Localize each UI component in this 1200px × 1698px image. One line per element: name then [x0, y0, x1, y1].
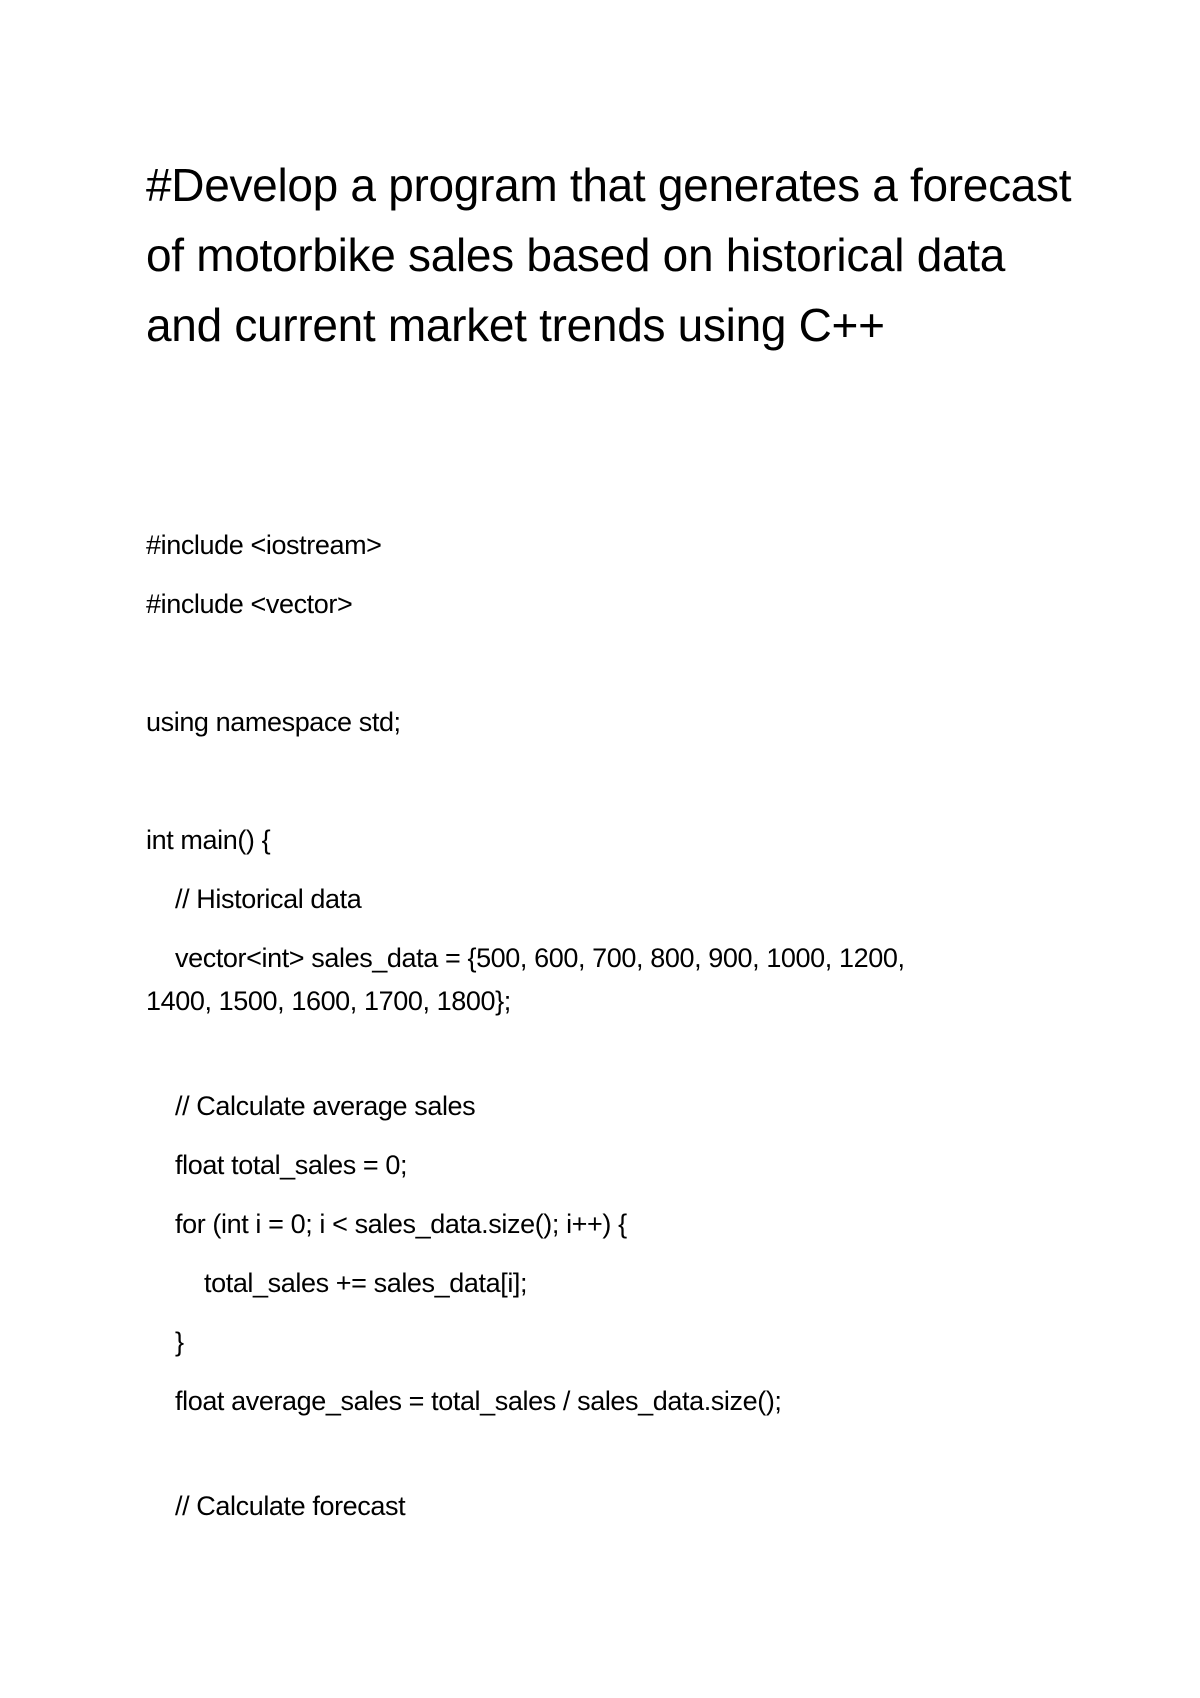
average-sales-comment: // Calculate average sales: [175, 1091, 476, 1121]
include-iostream-line: #include <iostream>: [146, 530, 382, 560]
average-sales-declaration: float average_sales = total_sales / sales_data.size();: [175, 1386, 782, 1416]
historical-data-comment: // Historical data: [175, 884, 362, 914]
total-sales-accumulate-line: total_sales += sales_data[i];: [204, 1268, 528, 1298]
forecast-comment: // Calculate forecast: [175, 1491, 406, 1521]
sales-data-declaration-line-1: vector<int> sales_data = {500, 600, 700, 800, 900, 1000, 1200,: [175, 943, 905, 973]
for-loop-open-line: for (int i = 0; i < sales_data.size(); i++) {: [175, 1209, 627, 1239]
total-sales-declaration: float total_sales = 0;: [175, 1150, 408, 1180]
using-namespace-line: using namespace std;: [146, 707, 401, 737]
include-vector-line: #include <vector>: [146, 589, 353, 619]
sales-data-declaration-line-2: 1400, 1500, 1600, 1700, 1800};: [146, 986, 511, 1016]
for-loop-close-line: }: [175, 1327, 184, 1357]
main-function-open-line: int main() {: [146, 825, 271, 855]
document-title: #Develop a program that generates a forecast of motorbike sales based on historical data and current market trends using C++: [146, 159, 1072, 351]
